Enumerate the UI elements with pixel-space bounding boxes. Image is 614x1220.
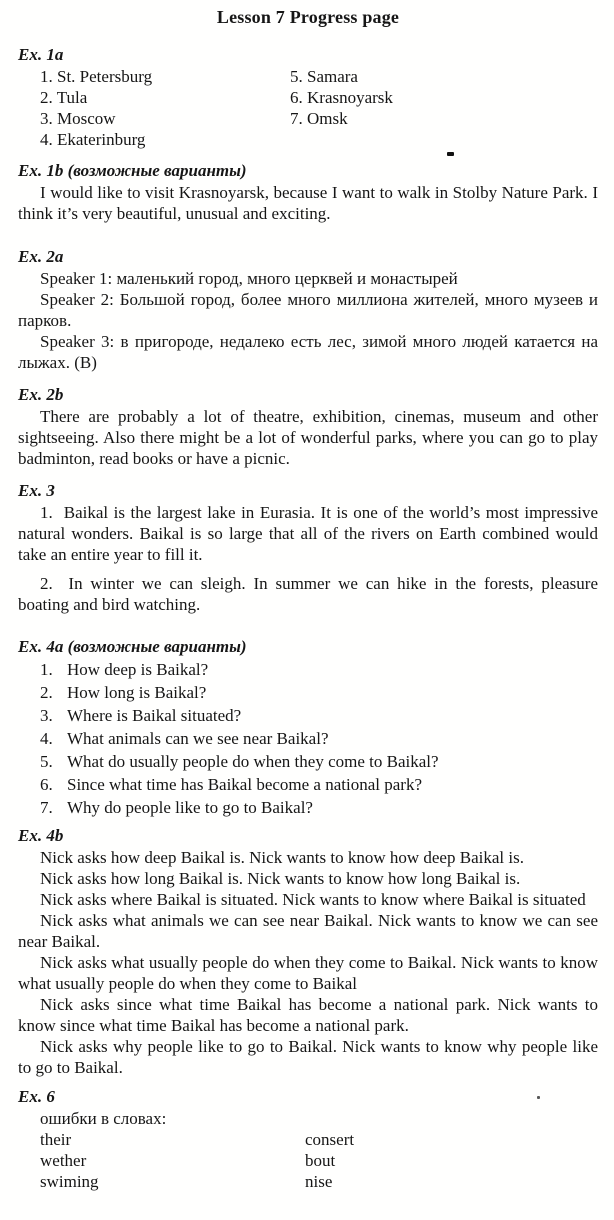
word-left: their xyxy=(40,1130,72,1149)
exercise-1b-heading: Ex. 1b (возможные варианты) xyxy=(18,161,247,180)
word-right: consert xyxy=(305,1130,355,1149)
city-item: 6. Krasnoyarsk xyxy=(290,88,393,107)
section-ex3 xyxy=(18,480,598,615)
city-item: 1. St. Petersburg xyxy=(40,67,153,86)
question-item: How deep is Baikal? xyxy=(67,660,209,679)
section-ex2b xyxy=(18,384,598,469)
question-item: Since what time has Baikal become a national park? xyxy=(67,775,422,794)
section-ex1b xyxy=(18,160,598,224)
answer-paragraph: Nick asks how long Baikal is. Nick wants to know how long Baikal is. xyxy=(40,869,521,888)
speaker-1-line: Speaker 1: маленький город, много церквей и монастырей xyxy=(40,269,458,288)
exercise-4a-heading: Ex. 4a (возможные варианты) xyxy=(18,637,247,656)
answer-paragraph: I would like to visit Krasnoyarsk, because I want to walk in Stolby Nature Park. I think it’s very beautiful, unusual and exciting. xyxy=(18,183,598,223)
question-item: Where is Baikal situated? xyxy=(67,706,242,725)
answer-paragraph: Nick asks what animals we can see near Baikal. Nick wants to know we can see near Baikal. xyxy=(18,911,598,951)
exercise-4b-heading: Ex. 4b xyxy=(18,826,64,845)
question-item: What animals can we see near Baikal? xyxy=(67,729,329,748)
section-ex4b xyxy=(18,825,598,1078)
question-item: How long is Baikal? xyxy=(67,683,207,702)
answer-paragraph-1: 1. Baikal is the largest lake in Eurasia. It is one of the world’s most impressive natural wonders. Baikal is so large that all of the rivers on Earth combined would take an entire year to fill it. xyxy=(18,503,598,564)
exercise-2a-heading: Ex. 2a xyxy=(18,247,64,266)
answer-paragraph: There are probably a lot of theatre, exhibition, cinemas, museum and other sightseeing. Also there might be a lot of wonderful parks, where you can go to play badminton, read books or have a picnic. xyxy=(18,407,598,468)
cities-two-column-list xyxy=(18,66,598,150)
word-right: bout xyxy=(305,1151,336,1170)
speaker-2-line: Speaker 2: Большой город, более много миллиона жителей, много музеев и парков. xyxy=(18,290,598,330)
question-item: Why do people like to go to Baikal? xyxy=(67,798,313,817)
answer-paragraph: Nick asks where Baikal is situated. Nick wants to know where Baikal is situated xyxy=(40,890,586,909)
exercise-6-heading: Ex. 6 xyxy=(18,1087,55,1106)
city-item: 7. Omsk xyxy=(290,109,348,128)
exercise-3-heading: Ex. 3 xyxy=(18,481,55,500)
word-left: swiming xyxy=(40,1172,99,1191)
mistakes-intro: ошибки в словах: xyxy=(40,1109,167,1128)
city-item: 4. Ekaterinburg xyxy=(40,130,146,149)
answer-paragraph-2: 2. In winter we can sleigh. In summer we can hike in the forests, pleasure boating and bird watching. xyxy=(18,574,598,614)
cities-left-column xyxy=(40,66,290,150)
city-item: 5. Samara xyxy=(290,67,358,86)
page-title: Lesson 7 Progress page xyxy=(216,7,400,27)
questions-list xyxy=(18,658,598,819)
answer-paragraph: Nick asks what usually people do when they come to Baikal. Nick wants to know what usually people do when they come to Baikal xyxy=(18,953,598,993)
city-item: 2. Tula xyxy=(40,88,88,107)
word-row xyxy=(18,1150,598,1171)
word-left: wether xyxy=(40,1151,87,1170)
city-item: 3. Moscow xyxy=(40,109,116,128)
section-ex1a xyxy=(18,44,598,150)
answer-paragraph: Nick asks since what time Baikal has become a national park. Nick wants to know since what time Baikal has become a national park. xyxy=(18,995,598,1035)
word-row xyxy=(18,1171,598,1192)
word-row xyxy=(18,1129,598,1150)
exercise-1a-heading: Ex. 1a xyxy=(18,45,64,64)
section-ex4a xyxy=(18,636,598,819)
cities-right-column xyxy=(290,66,393,150)
section-ex6 xyxy=(18,1086,598,1192)
answer-paragraph: Nick asks why people like to go to Baikal. Nick wants to know why people like to go to Baikal. xyxy=(18,1037,598,1077)
section-ex2a xyxy=(18,246,598,373)
word-right: nise xyxy=(305,1172,333,1191)
exercise-2b-heading: Ex. 2b xyxy=(18,385,64,404)
question-item: What do usually people do when they come to Baikal? xyxy=(67,752,439,771)
scan-speck xyxy=(537,1096,540,1099)
answer-paragraph: Nick asks how deep Baikal is. Nick wants to know how deep Baikal is. xyxy=(40,848,524,867)
speaker-3-line: Speaker 3: в пригороде, недалеко есть лес, зимой много людей катается на лыжах. (B) xyxy=(18,332,598,372)
scan-speck xyxy=(447,152,454,156)
